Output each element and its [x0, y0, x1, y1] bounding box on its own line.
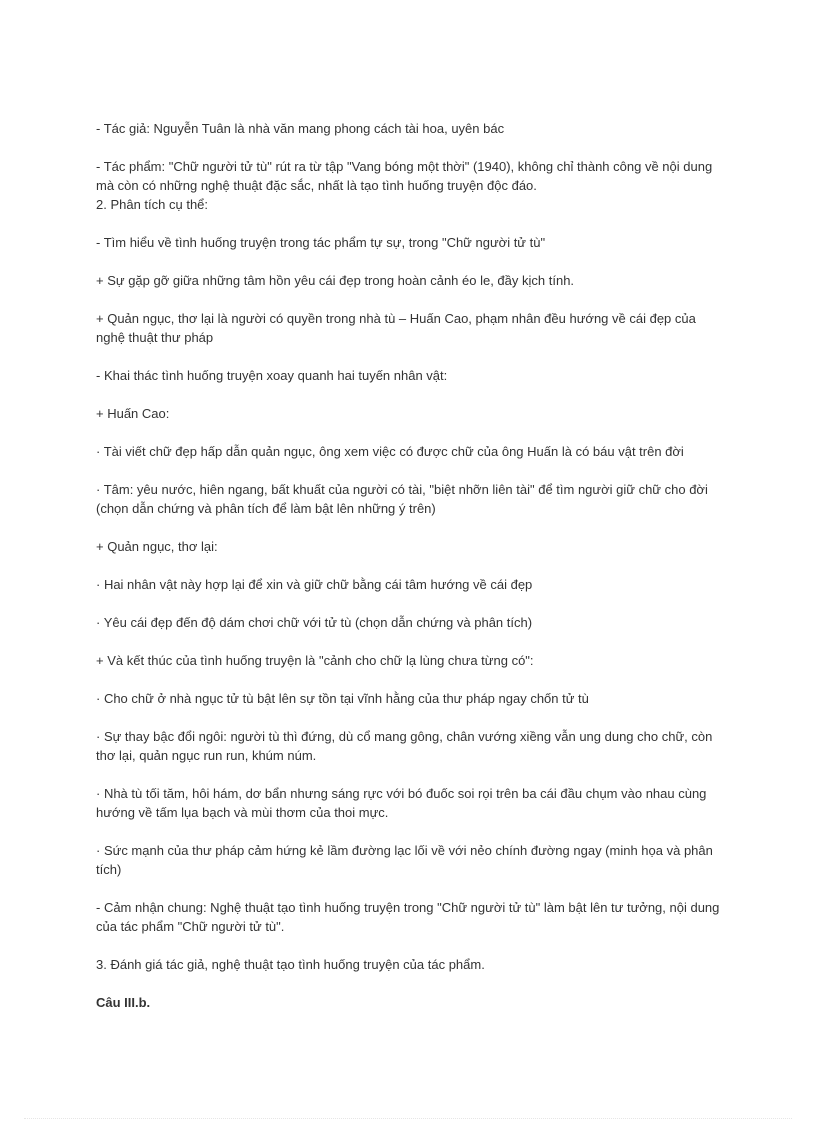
- page-bottom-divider: [24, 1118, 792, 1119]
- paragraph-warden-clerk: + Quản ngục, thơ lại là người có quyền trong nhà tù – Huấn Cao, phạm nhân đều hướng về cái đẹp của nghệ thuật thư pháp: [96, 311, 696, 345]
- section-2-heading: 2. Phân tích cụ thể:: [96, 197, 209, 212]
- paragraph-situation-intro: - Tìm hiểu về tình huống truyện trong tác phẩm tự sự, trong "Chữ người tử tù": [96, 235, 546, 250]
- paragraph-two-characters: · Hai nhân vật này hợp lại để xin và giữ chữ bằng cái tâm hướng về cái đẹp: [96, 577, 533, 592]
- paragraph-meeting: + Sự gặp gỡ giữa những tâm hồn yêu cái đẹp trong hoàn cảnh éo le, đầy kịch tính.: [96, 273, 575, 288]
- paragraph-overall: - Cảm nhận chung: Nghệ thuật tạo tình huống truyện trong "Chữ người tử tù" làm bật lên tư tưởng, nội dung của tác phẩm "Chữ người tử tù".: [96, 900, 720, 934]
- paragraph-heart: · Tâm: yêu nước, hiên ngang, bất khuất của người có tài, "biệt nhỡn liên tài" để tìm người giữ chữ cho đời (chọn dẫn chứng và phân tích để làm bật lên những ý trên): [96, 482, 708, 516]
- paragraph-ending: + Và kết thúc của tình huống truyện là "cảnh cho chữ lạ lùng chưa từng có":: [96, 653, 534, 668]
- section-3-heading: 3. Đánh giá tác giả, nghệ thuật tạo tình huống truyện của tác phẩm.: [96, 957, 485, 972]
- paragraph-talent: · Tài viết chữ đẹp hấp dẫn quản ngục, ông xem việc có được chữ của ông Huấn là có báu vật trên đời: [96, 444, 684, 459]
- paragraph-warden-heading: + Quản ngục, thơ lại:: [96, 539, 218, 554]
- document-body: [96, 119, 722, 1012]
- paragraph-power: · Sức mạnh của thư pháp cảm hứng kẻ lầm đường lạc lối về với nẻo chính đường ngay (minh họa và phân tích): [96, 843, 713, 877]
- paragraph-love-beauty: · Yêu cái đẹp đến độ dám chơi chữ với tử tù (chọn dẫn chứng và phân tích): [96, 615, 533, 630]
- paragraph-prison: · Nhà tù tối tăm, hôi hám, dơ bẩn nhưng sáng rực với bó đuốc soi rọi trên ba cái đầu chụm vào nhau cùng hướng về tấm lụa bạch và mùi thơm của thoi mực.: [96, 786, 707, 820]
- paragraph-two-lines: - Khai thác tình huống truyện xoay quanh hai tuyến nhân vật:: [96, 368, 448, 383]
- paragraph-giving-letters: · Cho chữ ở nhà ngục tử tù bật lên sự tồn tại vĩnh hằng của thư pháp ngay chốn tử tù: [96, 691, 589, 706]
- paragraph-work: - Tác phẩm: "Chữ người tử tù" rút ra từ tập "Vang bóng một thời" (1940), không chỉ thành công về nội dung mà còn có những nghệ thuật đặc sắc, nhất là tạo tình huống truyện độc đáo.: [96, 159, 713, 193]
- paragraph-huan-cao: + Huấn Cao:: [96, 406, 170, 421]
- paragraph-author: - Tác giả: Nguyễn Tuân là nhà văn mang phong cách tài hoa, uyên bác: [96, 121, 505, 136]
- paragraph-role-swap: · Sự thay bậc đổi ngôi: người tù thì đứng, dù cổ mang gông, chân vướng xiềng vẫn ung dung cho chữ, còn thơ lại, quản ngục run run, khúm núm.: [96, 729, 713, 763]
- section-heading-3b: Câu III.b.: [96, 995, 151, 1010]
